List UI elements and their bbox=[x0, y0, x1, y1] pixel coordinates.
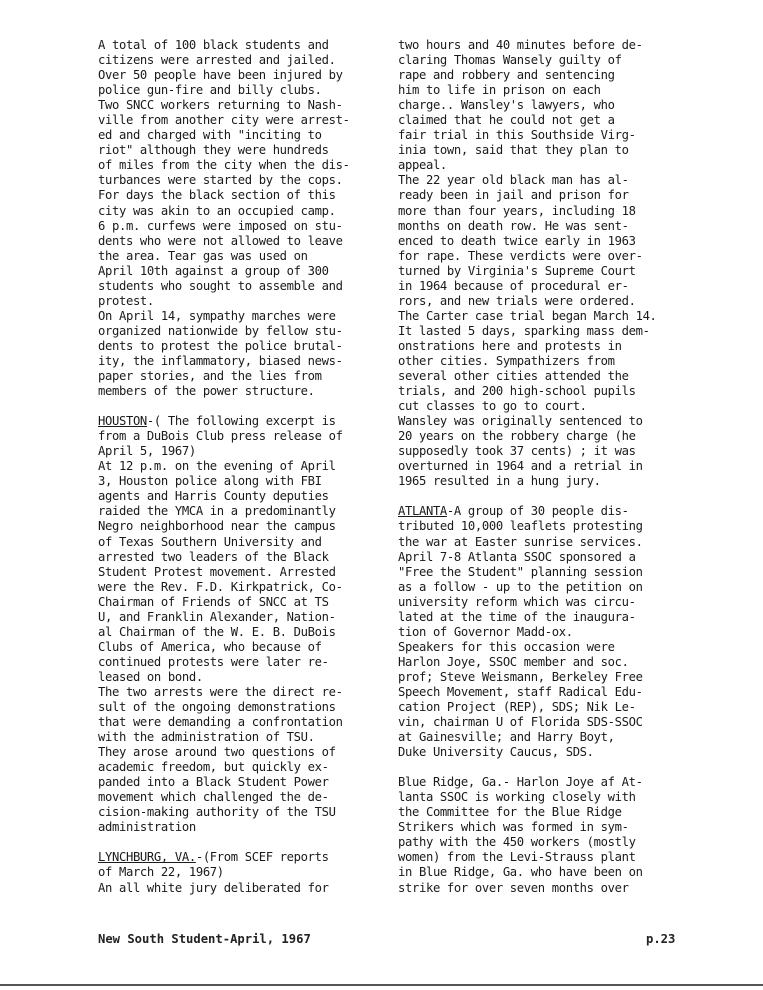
lynchburg-heading-rest: -(From SCEF reports bbox=[195, 850, 329, 865]
text-line: The Carter case trial began March 14. bbox=[398, 308, 657, 323]
text-line: inia town, said that they plan to bbox=[398, 143, 629, 158]
text-line: sult of the ongoing demonstrations bbox=[98, 700, 336, 715]
text-line: U, and Franklin Alexander, Nation- bbox=[98, 609, 336, 624]
text-line: students who sought to assemble and bbox=[98, 278, 343, 293]
blue-ridge-block bbox=[398, 775, 668, 895]
text-line: leased on bond. bbox=[98, 669, 203, 684]
houston-first-line bbox=[98, 414, 366, 429]
text-line: claring Thomas Wansely guilty of bbox=[398, 53, 622, 68]
text-line: ity, the inflammatory, biased news- bbox=[98, 353, 343, 368]
text-line: lated at the time of the inaugura- bbox=[398, 609, 636, 624]
text-line: For days the black section of this bbox=[98, 188, 336, 203]
text-line: of March 22, 1967) bbox=[98, 865, 224, 880]
text-line: movement which challenged the de- bbox=[98, 790, 329, 805]
text-line: Over 50 people have been injured by bbox=[98, 68, 343, 83]
text-line: prof; Steve Weismann, Berkeley Free bbox=[398, 669, 643, 684]
text-line: It lasted 5 days, sparking mass dem- bbox=[398, 323, 650, 338]
paragraph-gap bbox=[398, 760, 668, 775]
text-line: cision-making authority of the TSU bbox=[98, 805, 336, 820]
text-line: riot" although they were hundreds bbox=[98, 143, 329, 158]
atlanta-heading-rest: -A group of 30 people dis- bbox=[446, 504, 629, 519]
paragraph-gap bbox=[398, 489, 668, 504]
text-line: rape and robbery and sentencing bbox=[398, 68, 615, 83]
text-line: trials, and 200 high-school pupils bbox=[398, 384, 636, 399]
text-line: months on death row. He was sent- bbox=[398, 218, 629, 233]
text-line: 3, Houston police along with FBI bbox=[98, 474, 322, 489]
houston-body bbox=[98, 429, 366, 835]
atlanta-block bbox=[398, 504, 668, 760]
text-line: panded into a Black Student Power bbox=[98, 775, 329, 790]
lynchburg-continued-block bbox=[398, 38, 668, 489]
text-line: city was akin to an occupied camp. bbox=[98, 203, 336, 218]
text-line: dents who were not allowed to leave bbox=[98, 233, 343, 248]
text-line: April 5, 1967) bbox=[98, 444, 196, 459]
text-line: They arose around two questions of bbox=[98, 745, 336, 760]
text-line: other cities. Sympathizers from bbox=[398, 353, 615, 368]
text-line: Strikers which was formed in sym- bbox=[398, 820, 629, 835]
text-line: from a DuBois Club press release of bbox=[98, 429, 343, 444]
text-line: tion of Governor Madd-ox. bbox=[398, 624, 573, 639]
text-line: "Free the Student" planning session bbox=[398, 564, 643, 579]
text-line: that were demanding a confrontation bbox=[98, 715, 343, 730]
text-line: The 22 year old black man has al- bbox=[398, 173, 629, 188]
text-line: Negro neighborhood near the campus bbox=[98, 519, 336, 534]
text-line: were the Rev. F.D. Kirkpatrick, Co- bbox=[98, 579, 343, 594]
text-line: strike for over seven months over bbox=[398, 880, 629, 895]
text-line: raided the YMCA in a predominantly bbox=[98, 504, 336, 519]
text-line: Clubs of America, who because of bbox=[98, 639, 322, 654]
text-line: Speakers for this occasion were bbox=[398, 639, 615, 654]
text-line: tributed 10,000 leaflets protesting bbox=[398, 519, 643, 534]
text-line: turbances were started by the cops. bbox=[98, 173, 343, 188]
text-line: of Texas Southern University and bbox=[98, 534, 322, 549]
text-line: At 12 p.m. on the evening of April bbox=[98, 459, 336, 474]
right-column bbox=[398, 38, 668, 896]
text-line: as a follow - up to the petition on bbox=[398, 579, 643, 594]
text-line: fair trial in this Southside Virg- bbox=[398, 128, 636, 143]
text-line: April 10th against a group of 300 bbox=[98, 263, 329, 278]
text-line: for rape. These verdicts were over- bbox=[398, 248, 643, 263]
text-line: of miles from the city when the dis- bbox=[98, 158, 350, 173]
text-line: paper stories, and the lies from bbox=[98, 369, 322, 384]
text-line: claimed that he could not get a bbox=[398, 113, 615, 128]
text-line: administration bbox=[98, 820, 196, 835]
text-line: citizens were arrested and jailed. bbox=[98, 53, 336, 68]
text-line: ready been in jail and prison for bbox=[398, 188, 629, 203]
text-line: al Chairman of the W. E. B. DuBois bbox=[98, 624, 336, 639]
left-column bbox=[98, 38, 366, 896]
lynchburg-heading: LYNCHBURG, VA. bbox=[98, 850, 196, 865]
text-line: A total of 100 black students and bbox=[98, 38, 329, 52]
text-line: the war at Easter sunrise services. bbox=[398, 534, 643, 549]
text-line: enced to death twice early in 1963 bbox=[398, 233, 636, 248]
lynchburg-body bbox=[98, 865, 366, 895]
text-line: rors, and new trials were ordered. bbox=[398, 293, 636, 308]
footer-page-number: p.23 bbox=[646, 932, 676, 946]
text-line: dents to protest the police brutal- bbox=[98, 338, 343, 353]
lynchburg-block bbox=[98, 850, 366, 895]
text-line: in 1964 because of procedural er- bbox=[398, 278, 629, 293]
text-line: members of the power structure. bbox=[98, 384, 315, 399]
text-line: 20 years on the robbery charge (he bbox=[398, 429, 636, 444]
atlanta-heading: ATLANTA bbox=[398, 504, 447, 519]
footer-publication: New South Student-April, 1967 bbox=[98, 932, 311, 946]
text-line: Student Protest movement. Arrested bbox=[98, 564, 336, 579]
text-line: the Committee for the Blue Ridge bbox=[398, 805, 622, 820]
text-line: several other cities attended the bbox=[398, 369, 629, 384]
text-line: agents and Harris County deputies bbox=[98, 489, 329, 504]
text-line: Wansley was originally sentenced to bbox=[398, 414, 643, 429]
houston-heading-rest: -( The following excerpt is bbox=[146, 414, 336, 429]
lynchburg-first-line bbox=[98, 850, 366, 865]
text-line: Blue Ridge, Ga.- Harlon Joye af At- bbox=[398, 775, 643, 790]
houston-block bbox=[98, 414, 366, 835]
text-line: ville from another city were arrest- bbox=[98, 113, 350, 128]
atlanta-body bbox=[398, 519, 668, 760]
text-line: Harlon Joye, SSOC member and soc. bbox=[398, 654, 629, 669]
text-line: On April 14, sympathy marches were bbox=[98, 308, 336, 323]
text-line: Chairman of Friends of SNCC at TS bbox=[98, 594, 329, 609]
text-line: Speech Movement, staff Radical Edu- bbox=[398, 684, 643, 699]
bottom-scan-edge bbox=[0, 984, 763, 986]
text-line: ed and charged with "inciting to bbox=[98, 128, 322, 143]
text-line: arrested two leaders of the Black bbox=[98, 549, 329, 564]
text-line: university reform which was circu- bbox=[398, 594, 636, 609]
text-line: two hours and 40 minutes before de- bbox=[398, 38, 643, 52]
text-line: protest. bbox=[98, 293, 154, 308]
text-line: organized nationwide by fellow stu- bbox=[98, 323, 343, 338]
text-line: women) from the Levi-Strauss plant bbox=[398, 850, 636, 865]
text-line: cation Project (REP), SDS; Nik Le- bbox=[398, 700, 636, 715]
text-line: The two arrests were the direct re- bbox=[98, 684, 343, 699]
text-line: Duke University Caucus, SDS. bbox=[398, 745, 594, 760]
text-line: academic freedom, but quickly ex- bbox=[98, 760, 329, 775]
text-line: police gun-fire and billy clubs. bbox=[98, 83, 322, 98]
houston-heading: HOUSTON bbox=[98, 414, 147, 429]
text-line: the area. Tear gas was used on bbox=[98, 248, 308, 263]
text-line: with the administration of TSU. bbox=[98, 730, 315, 745]
text-line: turned by Virginia's Supreme Court bbox=[398, 263, 636, 278]
text-line: 6 p.m. curfews were imposed on stu- bbox=[98, 218, 343, 233]
text-line: cut classes to go to court. bbox=[398, 399, 587, 414]
text-line: continued protests were later re- bbox=[98, 654, 329, 669]
text-line: more than four years, including 18 bbox=[398, 203, 636, 218]
text-line: him to life in prison on each bbox=[398, 83, 601, 98]
text-line: in Blue Ridge, Ga. who have been on bbox=[398, 865, 643, 880]
atlanta-first-line bbox=[398, 504, 668, 519]
paragraph-gap bbox=[98, 399, 366, 414]
text-line: supposedly took 37 cents) ; it was bbox=[398, 444, 636, 459]
text-line: An all white jury deliberated for bbox=[98, 880, 329, 895]
paragraph-gap bbox=[98, 835, 366, 850]
text-line: April 7-8 Atlanta SSOC sponsored a bbox=[398, 549, 636, 564]
text-line: lanta SSOC is working closely with bbox=[398, 790, 636, 805]
text-line: pathy with the 450 workers (mostly bbox=[398, 835, 636, 850]
text-line: overturned in 1964 and a retrial in bbox=[398, 459, 643, 474]
text-line: appeal. bbox=[398, 158, 447, 173]
text-line: onstrations here and protests in bbox=[398, 338, 622, 353]
text-line: 1965 resulted in a hung jury. bbox=[398, 474, 601, 489]
intro-block bbox=[98, 38, 366, 399]
text-line: vin, chairman U of Florida SDS-SSOC bbox=[398, 715, 643, 730]
text-line: at Gainesville; and Harry Boyt, bbox=[398, 730, 615, 745]
text-line: charge.. Wansley's lawyers, who bbox=[398, 98, 615, 113]
text-line: Two SNCC workers returning to Nash- bbox=[98, 98, 343, 113]
